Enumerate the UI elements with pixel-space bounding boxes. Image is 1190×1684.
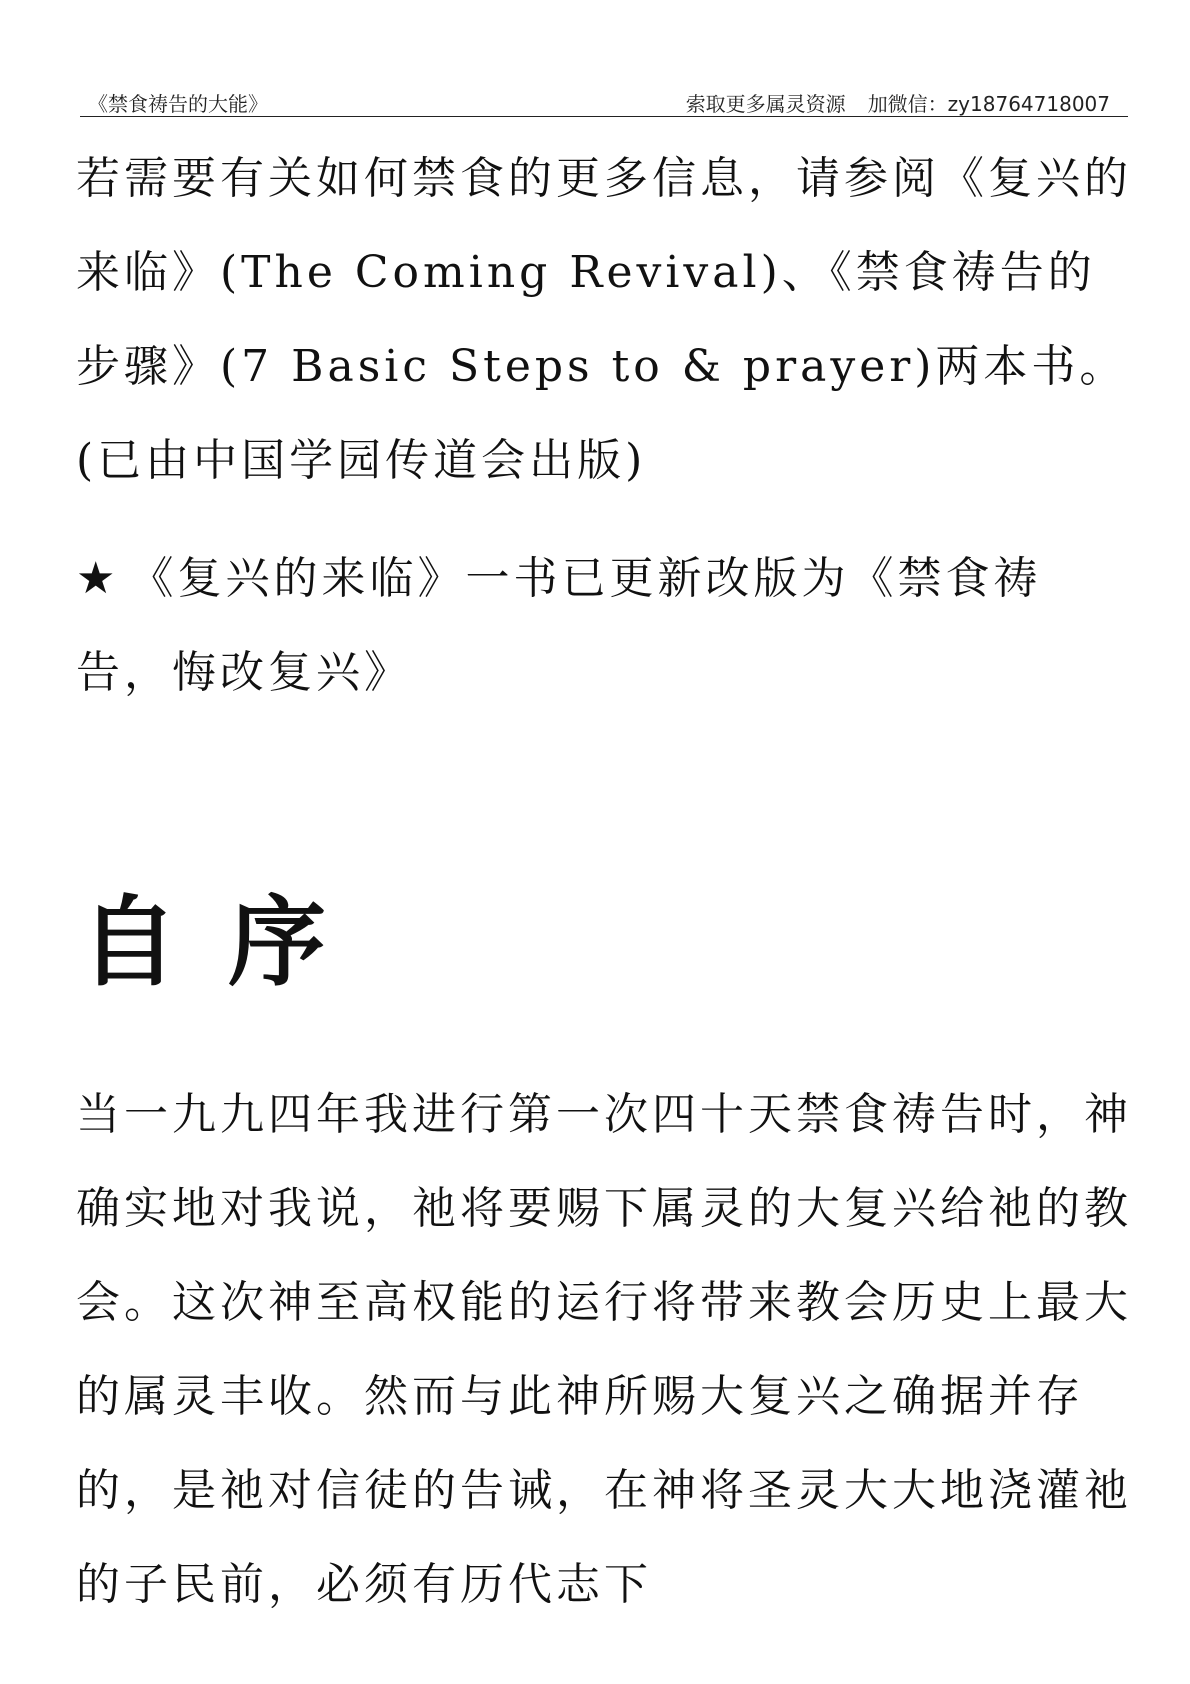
note-paragraph [76, 532, 1136, 720]
section-title: 自序 [80, 886, 377, 1000]
note-text: 《复兴的来临》一书已更新改版为《禁食祷告，悔改复兴》 [76, 553, 1042, 698]
header-contact [686, 88, 1110, 117]
header-wechat-label: 加微信：zy18764718007 [867, 92, 1110, 116]
intro-paragraph: 若需要有关如何禁食的更多信息，请参阅《复兴的来临》(The Coming Revival)、《禁食祷告的步骤》(7 Basic Steps to & prayer)两本书。(已由中国学园传道会出版) [76, 153, 1132, 486]
header-book-title: 《禁食祷告的大能》 [88, 92, 268, 116]
preface-paragraph: 当一九九四年我进行第一次四十天禁食祷告时，神确实地对我说，祂将要赐下属灵的大复兴给祂的教会。这次神至高权能的运行将带来教会历史上最大的属灵丰收。然而与此神所赐大复兴之确据并存的，是祂对信徒的告诫，在神将圣灵大大地浇灌祂的子民前，必须有历代志下 [76, 1089, 1132, 1610]
page-header [80, 86, 1128, 117]
star-icon: ★ [76, 553, 120, 604]
header-promo-text: 索取更多属灵资源 [685, 92, 846, 116]
